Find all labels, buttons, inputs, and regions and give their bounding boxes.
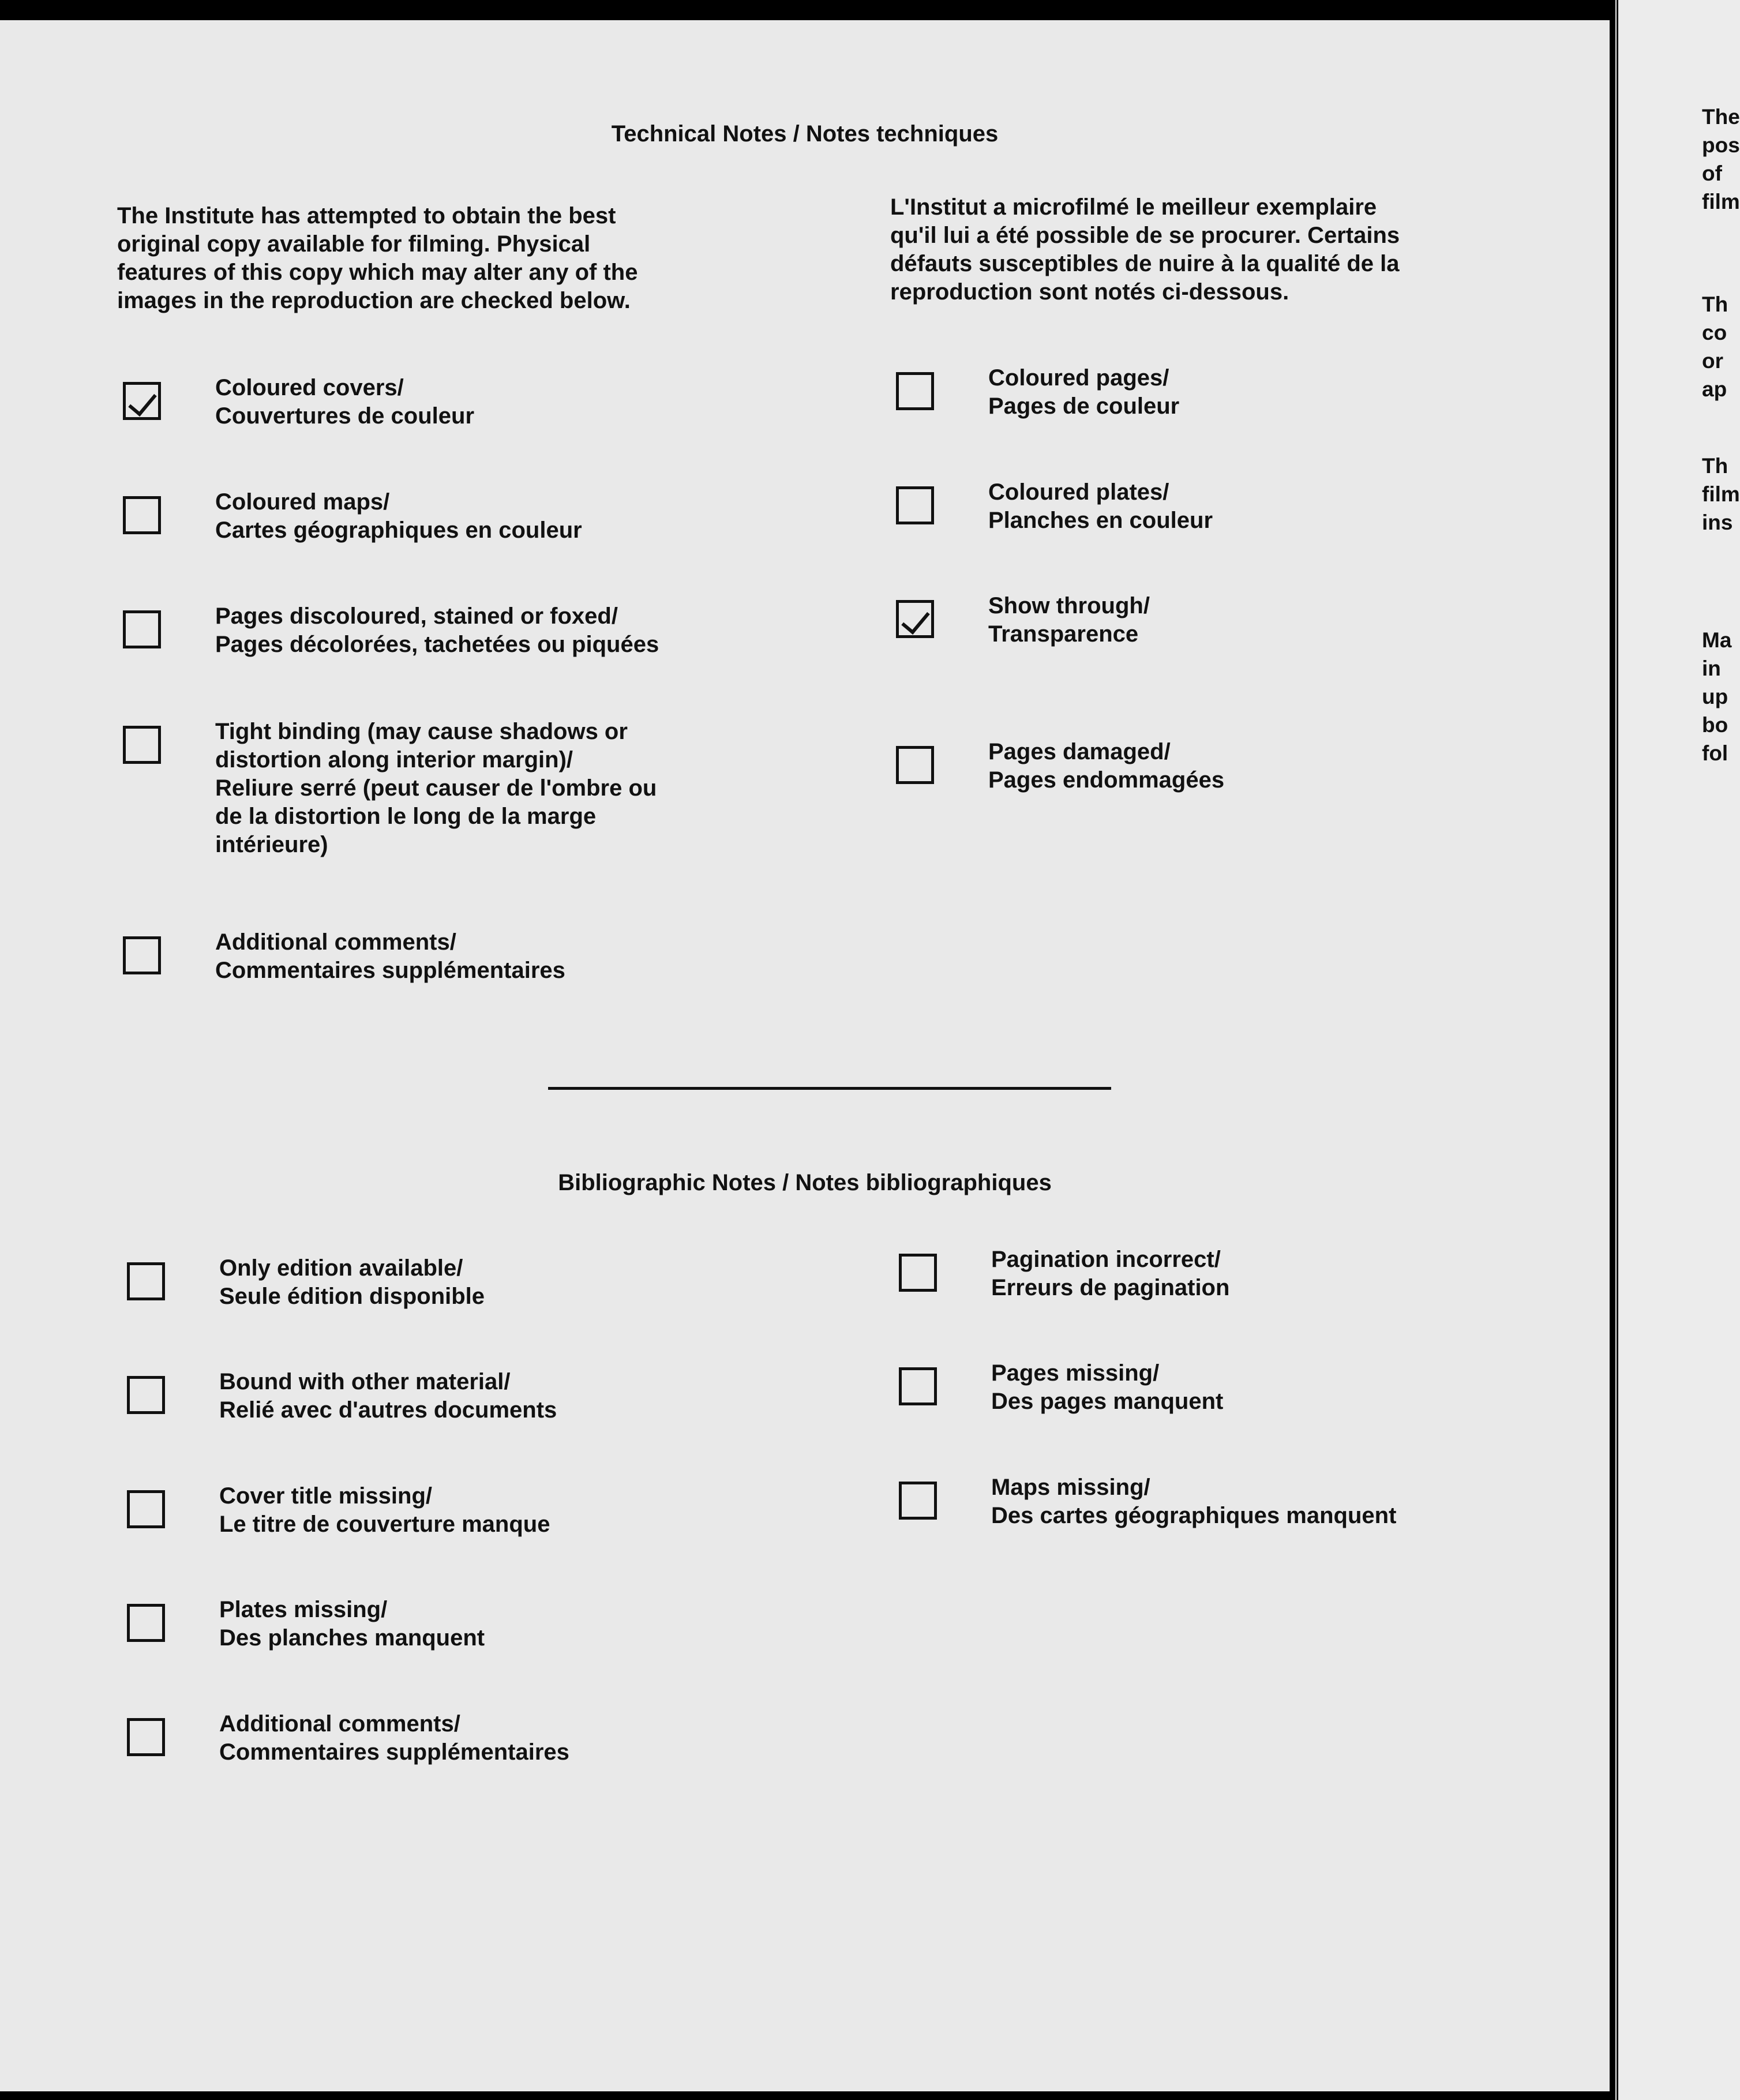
checklist-item-label-line: Seule édition disponible	[219, 1284, 485, 1309]
checklist-item-label-line: Pages de couleur	[988, 393, 1180, 419]
edge-fragment-line: ap	[1702, 377, 1727, 401]
edge-fragment-line: film	[1702, 190, 1740, 213]
empty-checkbox	[123, 610, 161, 648]
checklist-item-label-line: Coloured covers/	[215, 375, 404, 400]
checklist-item-label-line: Commentaires supplémentaires	[215, 958, 565, 983]
edge-text-fragment	[1702, 452, 1740, 537]
empty-checkbox	[896, 486, 934, 524]
checklist-item-label-line: Couvertures de couleur	[215, 403, 475, 429]
checklist-item-label-line: Pages missing/	[991, 1360, 1160, 1386]
checklist-item-label-line: Maps missing/	[991, 1475, 1150, 1500]
edge-text-fragment	[1702, 626, 1740, 767]
checklist-item-label-line: Des planches manquent	[219, 1625, 485, 1651]
edge-fragment-line: Th	[1702, 454, 1728, 478]
edge-fragment-line: or	[1702, 349, 1723, 373]
checklist-item-label-line: Coloured maps/	[215, 489, 390, 515]
checked-checkbox	[123, 382, 161, 420]
intro-en-line: features of this copy which may alter any of the	[117, 260, 638, 285]
edge-fragment-line: Th	[1702, 292, 1728, 316]
checklist-item-label-line: Bound with other material/	[219, 1369, 511, 1394]
checklist-item-label	[988, 478, 1213, 535]
edge-fragment-line: film	[1702, 482, 1740, 506]
checklist-item-label	[988, 364, 1179, 421]
checklist-item-label-line: Planches en couleur	[988, 508, 1213, 533]
intro-en-line: The Institute has attempted to obtain the best	[117, 203, 616, 228]
technical-intro-english	[117, 202, 638, 315]
checklist-item-label	[215, 718, 657, 859]
edge-fragment-line: The	[1702, 105, 1740, 129]
empty-checkbox	[899, 1254, 937, 1292]
checklist-item-label-line: Pages discoloured, stained or foxed/	[215, 603, 618, 629]
checklist-item-label-line: Additional comments/	[219, 1711, 460, 1737]
checklist-item-label-line: Transparence	[988, 621, 1139, 647]
checklist-item-label-line: Pages endommagées	[988, 767, 1225, 793]
checklist-item-label-line: Pagination incorrect/	[991, 1247, 1221, 1272]
checklist-item-label	[219, 1482, 550, 1539]
checklist-item-label-line: Reliure serré (peut causer de l'ombre ou	[215, 775, 657, 801]
edge-fragment-line: Ma	[1702, 628, 1732, 652]
checklist-item-label-line: Commentaires supplémentaires	[219, 1739, 569, 1765]
checklist-item-label-line: Show through/	[988, 593, 1150, 618]
intro-en-line: images in the reproduction are checked below.	[117, 288, 631, 313]
checklist-item-label	[215, 602, 659, 659]
notes-page	[0, 20, 1610, 2091]
intro-fr-line: défauts susceptibles de nuire à la qualité de la	[890, 251, 1400, 276]
empty-checkbox	[127, 1718, 165, 1756]
checklist-item-label	[219, 1596, 485, 1652]
checklist-item-label-line: distortion along interior margin)/	[215, 747, 573, 772]
edge-text-fragment	[1702, 290, 1740, 403]
empty-checkbox	[127, 1490, 165, 1528]
checklist-item-label	[988, 738, 1224, 794]
checklist-item-label-line: Cover title missing/	[219, 1483, 432, 1509]
bibliographic-notes-heading: Bibliographic Notes / Notes bibliographiques	[558, 1170, 1052, 1195]
technical-notes-heading: Technical Notes / Notes techniques	[611, 121, 999, 147]
empty-checkbox	[123, 496, 161, 534]
checklist-item-label	[215, 928, 565, 985]
edge-fragment-line: up	[1702, 685, 1728, 708]
empty-checkbox	[899, 1367, 937, 1405]
empty-checkbox	[127, 1376, 165, 1414]
page-fold-line	[1617, 0, 1618, 2100]
adjacent-page-edge	[1615, 0, 1740, 2100]
checklist-item-label	[991, 1246, 1229, 1302]
checklist-item-label	[219, 1368, 557, 1424]
empty-checkbox	[896, 746, 934, 784]
intro-en-line: original copy available for filming. Physical	[117, 231, 591, 257]
checklist-item-label	[991, 1359, 1223, 1416]
checklist-item-label-line: Erreurs de pagination	[991, 1275, 1230, 1300]
intro-fr-line: L'Institut a microfilmé le meilleur exemplaire	[890, 194, 1377, 220]
empty-checkbox	[127, 1604, 165, 1642]
section-divider	[548, 1087, 1111, 1090]
empty-checkbox	[127, 1262, 165, 1300]
checklist-item-label	[219, 1710, 569, 1767]
checklist-item-label-line: Coloured pages/	[988, 365, 1169, 391]
checklist-item-label-line: Des pages manquent	[991, 1389, 1224, 1414]
edge-fragment-line: in	[1702, 657, 1721, 680]
checklist-item-label-line: Relié avec d'autres documents	[219, 1397, 557, 1423]
checklist-item-label	[991, 1473, 1396, 1530]
checklist-item-label-line: Only edition available/	[219, 1255, 463, 1281]
checklist-item-label-line: Plates missing/	[219, 1597, 388, 1622]
checklist-item-label-line: Pages décolorées, tachetées ou piquées	[215, 632, 659, 657]
empty-checkbox	[123, 936, 161, 974]
checklist-item-label	[215, 374, 474, 430]
edge-fragment-line: fol	[1702, 741, 1728, 765]
edge-text-fragment	[1702, 103, 1740, 216]
edge-fragment-line: bo	[1702, 713, 1728, 737]
technical-intro-french	[890, 193, 1400, 306]
empty-checkbox	[896, 372, 934, 410]
checklist-item-label-line: Le titre de couverture manque	[219, 1512, 550, 1537]
checklist-item-label	[215, 488, 582, 545]
checklist-item-label-line: Cartes géographiques en couleur	[215, 518, 582, 543]
checklist-item-label	[219, 1254, 485, 1311]
empty-checkbox	[123, 726, 161, 764]
checklist-item-label-line: Pages damaged/	[988, 739, 1171, 764]
intro-fr-line: reproduction sont notés ci-dessous.	[890, 279, 1289, 305]
checklist-item-label-line: intérieure)	[215, 832, 328, 857]
checked-checkbox	[896, 600, 934, 638]
empty-checkbox	[899, 1482, 937, 1520]
checklist-item-label-line: Tight binding (may cause shadows or	[215, 719, 628, 744]
checklist-item-label-line: de la distortion le long de la marge	[215, 804, 597, 829]
edge-fragment-line: pos	[1702, 133, 1740, 157]
edge-fragment-line: of	[1702, 162, 1722, 185]
checklist-item-label-line: Additional comments/	[215, 929, 456, 955]
edge-fragment-line: co	[1702, 321, 1727, 344]
intro-fr-line: qu'il lui a été possible de se procurer. Certains	[890, 223, 1400, 248]
checklist-item-label	[988, 592, 1150, 648]
checklist-item-label-line: Des cartes géographiques manquent	[991, 1503, 1397, 1528]
checklist-item-label-line: Coloured plates/	[988, 479, 1169, 505]
edge-fragment-line: ins	[1702, 511, 1733, 534]
